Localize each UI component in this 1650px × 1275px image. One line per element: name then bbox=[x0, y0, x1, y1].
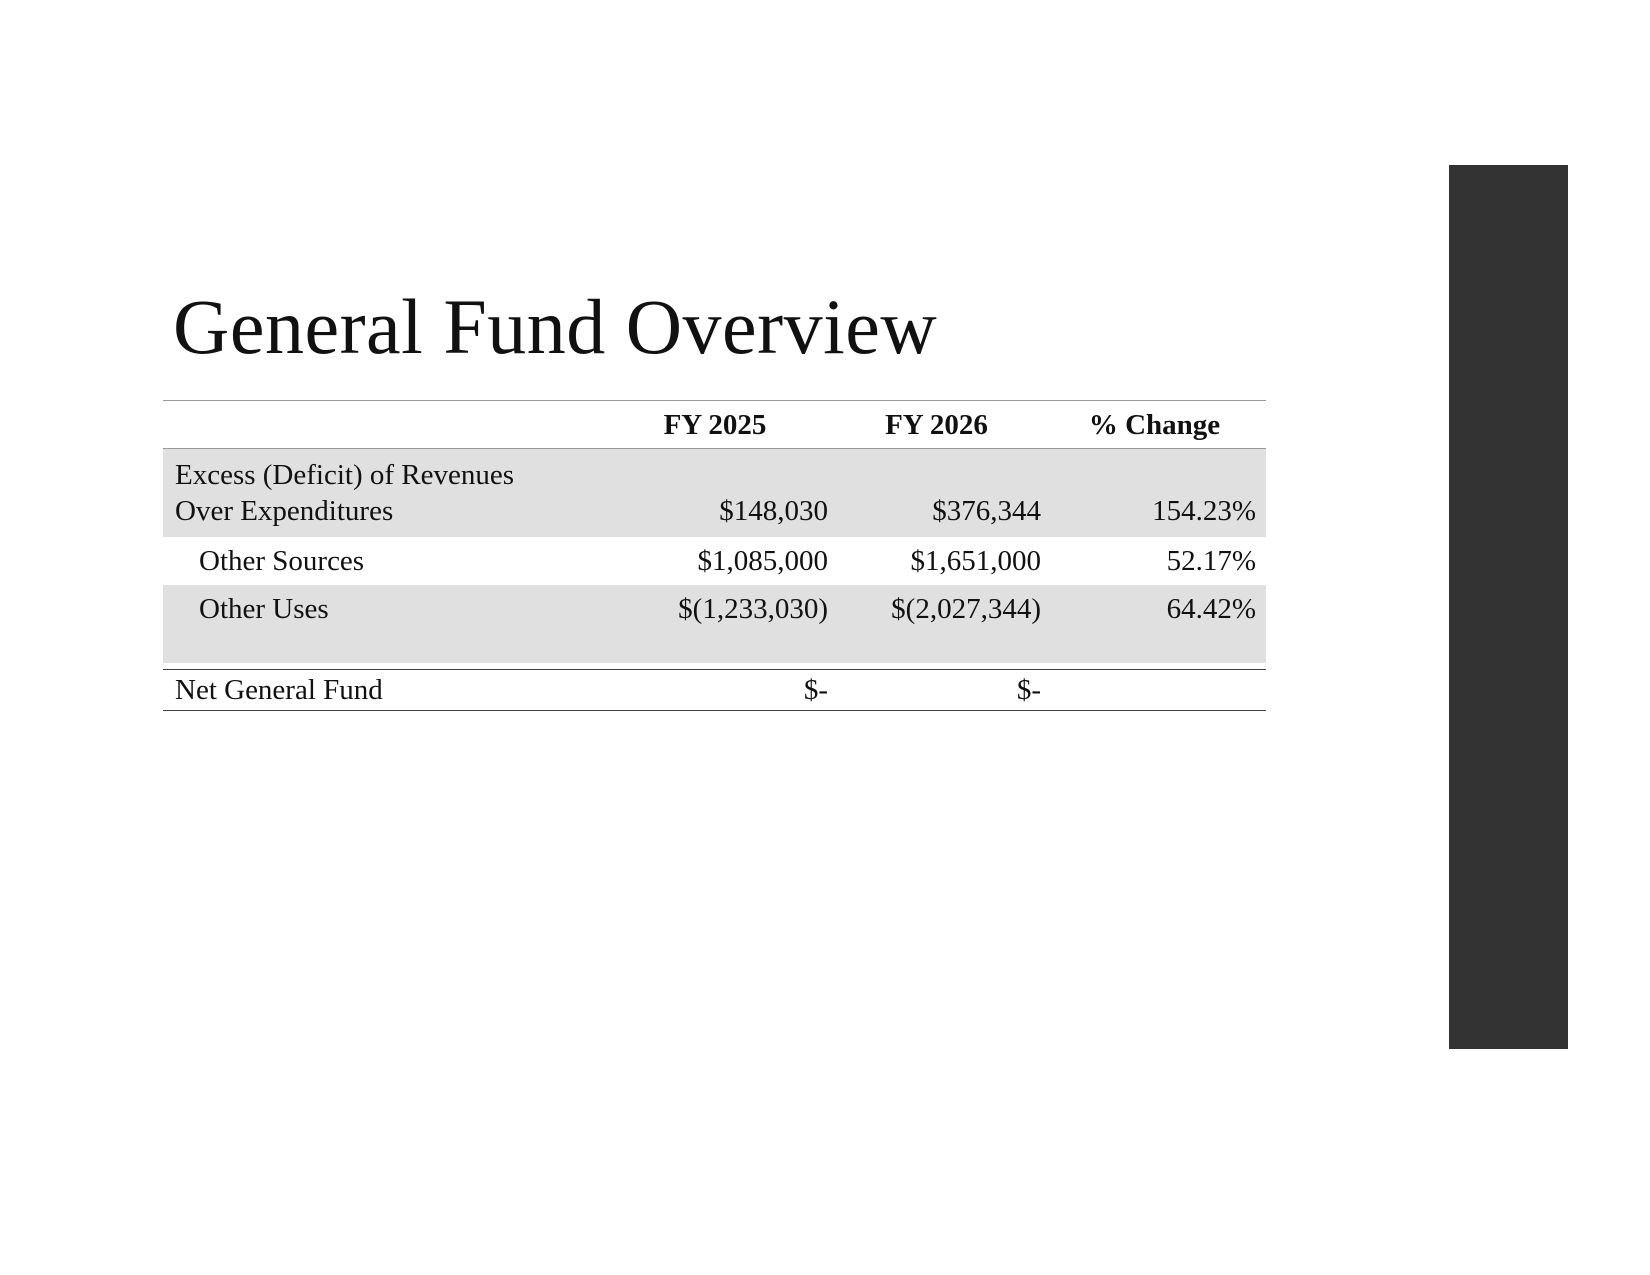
table-header-row bbox=[163, 401, 1266, 449]
table-row-other-sources bbox=[163, 537, 1266, 585]
cell-fy2026: $- bbox=[1016, 674, 1041, 706]
cell-fy2025: $148,030 bbox=[719, 494, 828, 527]
header-fy2025: FY 2025 bbox=[663, 408, 767, 441]
cell-fy2026: $376,344 bbox=[932, 494, 1041, 527]
table-row-net-general-fund bbox=[163, 670, 1266, 711]
cell-fy2025: $(1,233,030) bbox=[678, 592, 828, 625]
slide-title: General Fund Overview bbox=[173, 283, 938, 370]
table-row-other-uses bbox=[163, 585, 1266, 663]
row-label: Other Uses bbox=[199, 592, 329, 625]
row-label: Other Sources bbox=[199, 544, 365, 577]
header-percent-change: % Change bbox=[1088, 408, 1221, 441]
cell-fy2025: $- bbox=[803, 674, 828, 706]
header-empty bbox=[163, 401, 600, 449]
general-fund-table bbox=[163, 400, 1266, 711]
cell-fy2026: $1,651,000 bbox=[910, 544, 1041, 577]
row-label: Excess (Deficit) of Revenues Over Expenditures bbox=[175, 459, 515, 527]
right-accent-bar bbox=[1449, 165, 1568, 1049]
cell-percent-change: 64.42% bbox=[1166, 592, 1256, 625]
table-spacer-row bbox=[163, 663, 1266, 670]
cell-percent-change: 154.23% bbox=[1152, 494, 1256, 527]
table-row-excess-deficit bbox=[163, 449, 1266, 537]
cell-percent-change: 52.17% bbox=[1166, 544, 1256, 577]
cell-fy2026: $(2,027,344) bbox=[891, 592, 1041, 625]
row-label: Net General Fund bbox=[175, 674, 383, 706]
cell-fy2025: $1,085,000 bbox=[697, 544, 828, 577]
cell-percent-change bbox=[1043, 670, 1266, 711]
header-fy2026: FY 2026 bbox=[885, 408, 988, 441]
